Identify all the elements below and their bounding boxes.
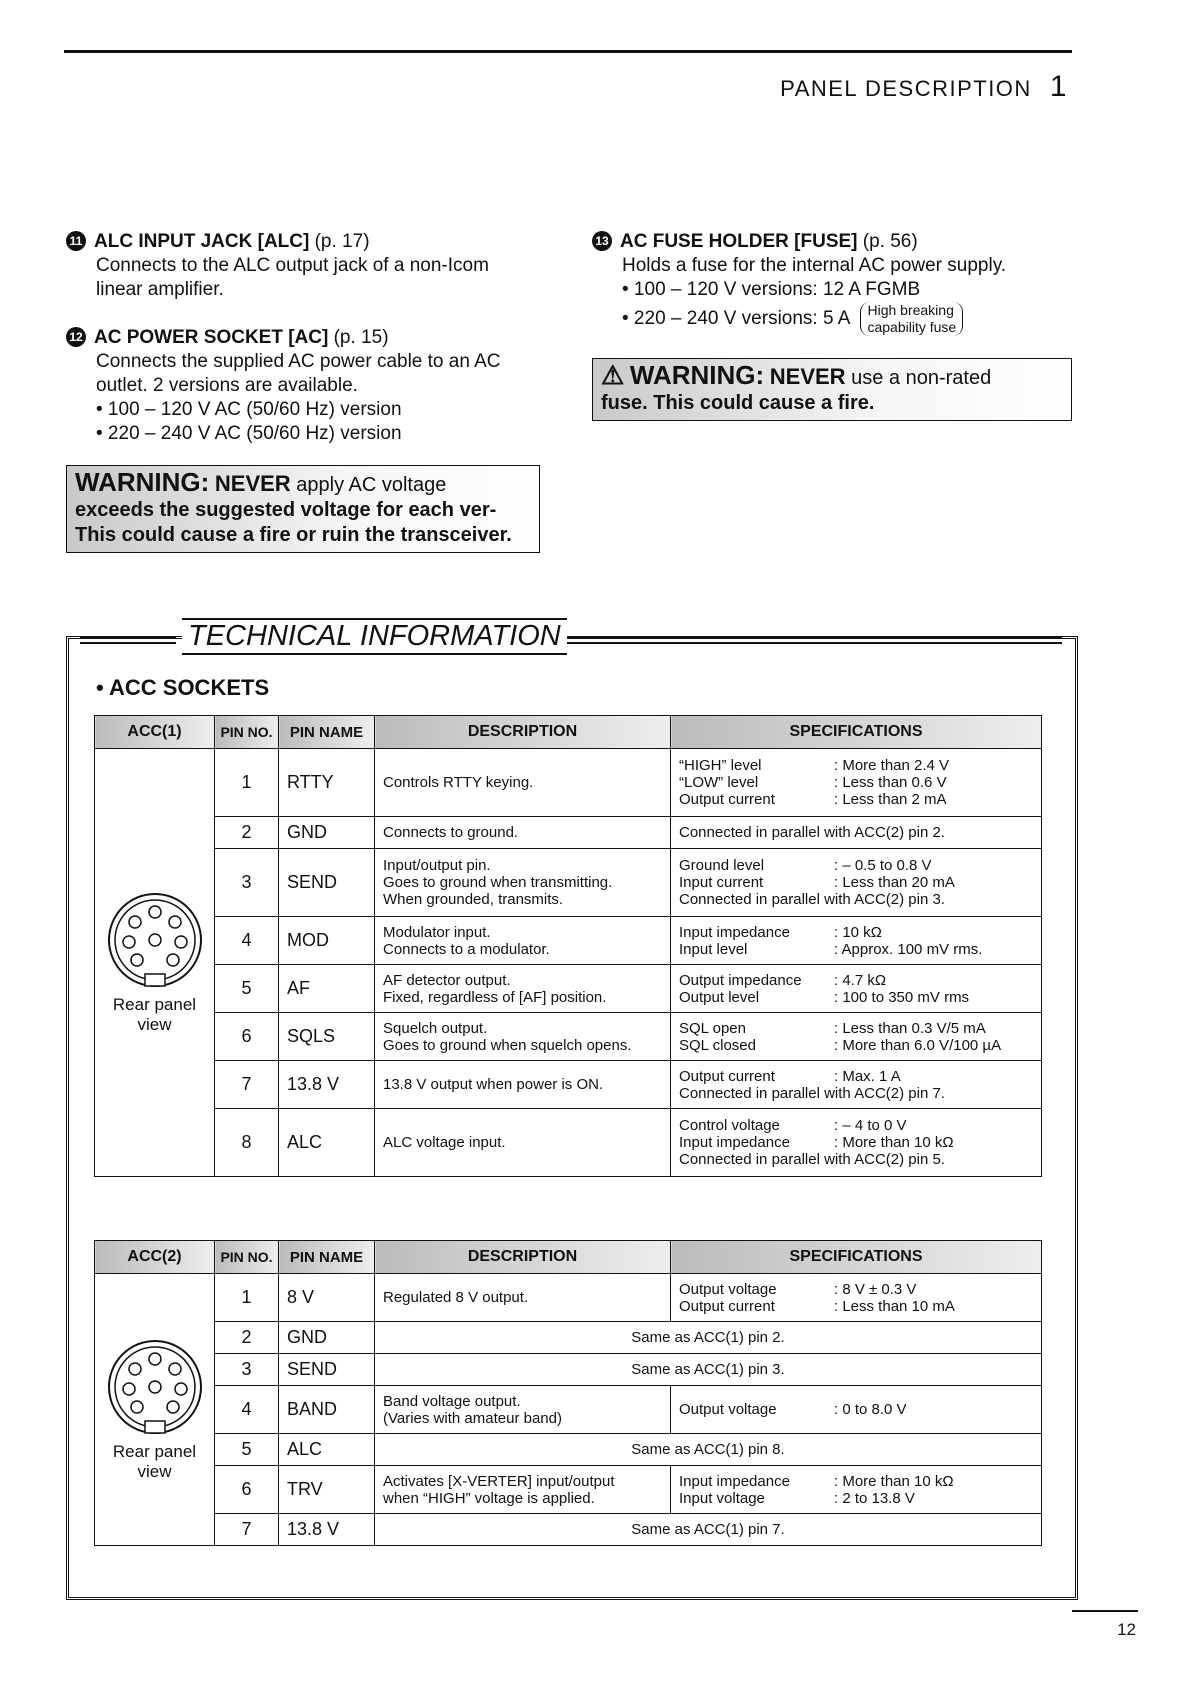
spec-line: [679, 1117, 1033, 1134]
description-line: Fixed, regardless of [AF] position.: [383, 988, 607, 1006]
same-as-note: Same as ACC(1) pin 2.: [375, 1322, 1042, 1354]
acc1-label: ACC(1): [95, 716, 215, 749]
pin-name: BAND: [279, 1386, 375, 1434]
pin-number: 7: [215, 1514, 279, 1546]
top-rule: [64, 50, 1072, 53]
pin-description: [375, 1466, 671, 1514]
spec-key: Output current: [679, 791, 775, 808]
item-number-icon: 12: [66, 327, 86, 347]
text-line: • 100 – 120 V versions: 12 A FGMB: [622, 279, 921, 300]
spec-line: [679, 774, 1033, 791]
same-as-note: Same as ACC(1) pin 3.: [375, 1354, 1042, 1386]
spec-key: Input current: [679, 874, 764, 891]
table-row: [95, 1386, 1042, 1434]
pin-name: SEND: [279, 1354, 375, 1386]
description-line: AF detector output.: [383, 971, 511, 989]
pin-name: ALC: [279, 1109, 375, 1177]
col-specifications: SPECIFICATIONS: [671, 1241, 1042, 1274]
rear-panel-view-cell: [95, 749, 215, 1177]
spec-line: [679, 924, 1033, 941]
description-line: ALC voltage input.: [383, 1134, 506, 1151]
spec-line: [679, 1473, 1033, 1490]
pin-specifications: [671, 1013, 1042, 1061]
pin-specifications: [671, 817, 1042, 849]
spec-value: : Less than 2 mA: [834, 791, 947, 808]
same-as-note: Same as ACC(1) pin 7.: [375, 1514, 1042, 1546]
note-line: High breaking: [867, 302, 954, 318]
acc1-table: [94, 715, 1042, 1177]
description-line: Goes to ground when transmitting.: [383, 874, 613, 891]
spec-line: [679, 1037, 1033, 1054]
pin-name: 13.8 V: [279, 1514, 375, 1546]
pin-number: 1: [215, 1274, 279, 1322]
spec-key: SQL closed: [679, 1036, 756, 1054]
pin-description: [375, 817, 671, 849]
page-ref: (p. 56): [862, 231, 918, 252]
table-row: [95, 1274, 1042, 1322]
spec-line: [679, 874, 1033, 891]
view-caption: view: [137, 1015, 172, 1034]
table-row: [95, 1514, 1042, 1546]
spec-value: : More than 6.0 V/100 µA: [834, 1036, 1002, 1054]
spec-line: [679, 972, 1033, 989]
description-line: Connects to a modulator.: [383, 940, 550, 958]
item-title: AC POWER SOCKET [AC]: [94, 327, 329, 348]
spec-key: Control voltage: [679, 1117, 780, 1134]
text-line: • 220 – 240 V versions: 5 A: [622, 308, 851, 329]
spec-key: Connected in parallel with ACC(2) pin 7.: [679, 1084, 945, 1102]
pin-name: TRV: [279, 1466, 375, 1514]
acc2-table: [94, 1240, 1042, 1546]
spec-line: [679, 1490, 1033, 1507]
technical-info-title: TECHNICAL INFORMATION: [182, 618, 567, 655]
pin-number: 3: [215, 1354, 279, 1386]
page-ref: (p. 17): [314, 231, 370, 252]
table-row: [95, 1434, 1042, 1466]
spec-value: : 4.7 kΩ: [834, 971, 887, 989]
spec-value: : Less than 20 mA: [834, 874, 955, 891]
text-line: outlet. 2 versions are available.: [96, 375, 358, 396]
pin-description: [375, 1013, 671, 1061]
description-line: Squelch output.: [383, 1019, 488, 1037]
spec-key: Output impedance: [679, 971, 802, 989]
spec-value: : Less than 10 mA: [834, 1297, 955, 1315]
spec-line: [679, 1085, 1033, 1102]
col-pin-name: PIN NAME: [279, 716, 375, 749]
pin-number: 7: [215, 1061, 279, 1109]
spec-key: Connected in parallel with ACC(2) pin 2.: [679, 824, 945, 841]
text-line: Connects to the ALC output jack of a non-Icom: [96, 255, 489, 276]
pin-description: [375, 849, 671, 917]
table-row: [95, 817, 1042, 849]
description-line: Activates [X-VERTER] input/output: [383, 1472, 615, 1490]
pin-number: 2: [215, 817, 279, 849]
description-line: Input/output pin.: [383, 857, 491, 874]
warning-text: use a non-rated: [851, 367, 992, 389]
warning-never: NEVER: [769, 364, 846, 389]
page-number: 12: [1117, 1620, 1136, 1639]
spec-key: Input impedance: [679, 923, 790, 941]
description-line: Connects to ground.: [383, 824, 519, 841]
spec-key: Connected in parallel with ACC(2) pin 3.: [679, 891, 945, 908]
pin-number: 6: [215, 1466, 279, 1514]
description-line: Regulated 8 V output.: [383, 1289, 529, 1306]
description-line: 13.8 V output when power is ON.: [383, 1076, 604, 1093]
pin-name: SEND: [279, 849, 375, 917]
pin-name: 8 V: [279, 1274, 375, 1322]
spec-line: [679, 1298, 1033, 1315]
pin-description: [375, 1061, 671, 1109]
pin-number: 3: [215, 849, 279, 917]
spec-line: [679, 1020, 1033, 1037]
spec-key: Output current: [679, 1297, 775, 1315]
spec-value: : Less than 0.3 V/5 mA: [834, 1019, 986, 1037]
spec-value: : More than 2.4 V: [834, 757, 950, 774]
spec-key: SQL open: [679, 1019, 746, 1037]
description-line: when “HIGH” voltage is applied.: [383, 1489, 595, 1507]
pin-description: [375, 917, 671, 965]
page-ref: (p. 15): [333, 327, 389, 348]
pin-specifications: [671, 1274, 1042, 1322]
page-header: [780, 70, 1068, 104]
spec-key: Ground level: [679, 857, 765, 874]
spec-value: : Max. 1 A: [834, 1067, 901, 1085]
spec-line: [679, 941, 1033, 958]
text-line: linear amplifier.: [96, 279, 224, 300]
spec-line: [679, 989, 1033, 1006]
pin-name: MOD: [279, 917, 375, 965]
pin-name: GND: [279, 1322, 375, 1354]
pin-name: GND: [279, 817, 375, 849]
pin-number: 1: [215, 749, 279, 817]
pin-number: 8: [215, 1109, 279, 1177]
acc2-label: ACC(2): [95, 1241, 215, 1274]
spec-value: : Approx. 100 mV rms.: [834, 940, 983, 958]
table-row: [95, 1109, 1042, 1177]
spec-value: : – 0.5 to 0.8 V: [834, 857, 932, 874]
pin-specifications: [671, 965, 1042, 1013]
col-description: DESCRIPTION: [375, 1241, 671, 1274]
item-title: ALC INPUT JACK [ALC]: [94, 231, 310, 252]
view-caption: Rear panel: [112, 995, 197, 1014]
same-as-note: Same as ACC(1) pin 8.: [375, 1434, 1042, 1466]
view-caption: Rear panel: [112, 1442, 197, 1461]
spec-line: [679, 824, 1033, 841]
section-title: PANEL DESCRIPTION: [780, 76, 1032, 101]
pin-number: 5: [215, 965, 279, 1013]
spec-value: : – 4 to 0 V: [834, 1117, 907, 1134]
chapter-number: 1: [1049, 70, 1068, 103]
pin-number: 5: [215, 1434, 279, 1466]
description-line: Modulator input.: [383, 923, 491, 941]
pin-specifications: [671, 1109, 1042, 1177]
table-row: [95, 1013, 1042, 1061]
table-row: [95, 849, 1042, 917]
spec-line: [679, 1068, 1033, 1085]
title-rule-left: [80, 636, 176, 644]
pin-description: [375, 749, 671, 817]
item-title: AC FUSE HOLDER [FUSE]: [620, 231, 858, 252]
din-connector-icon: [105, 1337, 205, 1437]
table-row: [95, 1466, 1042, 1514]
spec-key: Input voltage: [679, 1489, 765, 1507]
spec-line: [679, 1151, 1033, 1168]
fuse-note: [860, 302, 963, 336]
item-ac-fuse-holder: [592, 230, 1072, 336]
spec-value: : 2 to 13.8 V: [834, 1489, 915, 1507]
table-row: [95, 1322, 1042, 1354]
pin-description: [375, 1274, 671, 1322]
spec-value: : 100 to 350 mV rms: [834, 988, 970, 1006]
item-number-icon: 13: [592, 231, 612, 251]
pin-specifications: [671, 749, 1042, 817]
spec-key: Input impedance: [679, 1472, 790, 1490]
pin-number: 4: [215, 1386, 279, 1434]
spec-key: “HIGH” level: [679, 757, 762, 774]
text-line: Holds a fuse for the internal AC power supply.: [622, 255, 1007, 276]
item-text: [66, 350, 556, 446]
col-pin-no: PIN NO.: [215, 716, 279, 749]
col-description: DESCRIPTION: [375, 716, 671, 749]
warning-box-fuse: [592, 358, 1072, 421]
pin-specifications: [671, 1386, 1042, 1434]
item-alc-input-jack: [66, 230, 556, 302]
spec-line: [679, 891, 1033, 908]
table-row: [95, 917, 1042, 965]
title-rule-right: [566, 636, 1062, 644]
warning-label: WARNING:: [629, 360, 765, 390]
spec-key: Connected in parallel with ACC(2) pin 5.: [679, 1151, 945, 1168]
pin-number: 2: [215, 1322, 279, 1354]
spec-line: [679, 791, 1033, 808]
pin-specifications: [671, 1466, 1042, 1514]
item-ac-power-socket: [66, 326, 556, 446]
text-line: • 100 – 120 V AC (50/60 Hz) version: [96, 399, 402, 420]
pin-description: [375, 1386, 671, 1434]
spec-key: Input impedance: [679, 1134, 790, 1151]
view-caption: view: [137, 1462, 172, 1481]
pin-description: [375, 1109, 671, 1177]
spec-value: : Less than 0.6 V: [834, 774, 947, 791]
description-line: Band voltage output.: [383, 1392, 521, 1410]
din-connector-icon: [105, 890, 205, 990]
warning-label: WARNING:: [75, 467, 210, 497]
spec-line: [679, 1134, 1033, 1151]
warning-triangle-icon: ⚠: [601, 360, 625, 390]
pin-specifications: [671, 1061, 1042, 1109]
table-row: [95, 1354, 1042, 1386]
spec-value: : 8 V ± 0.3 V: [834, 1280, 917, 1298]
pin-number: 6: [215, 1013, 279, 1061]
warning-never: NEVER: [214, 471, 291, 496]
warning-text: apply AC voltage: [296, 474, 447, 496]
spec-key: “LOW” level: [679, 774, 759, 791]
spec-key: Output voltage: [679, 1401, 777, 1418]
col-pin-name: PIN NAME: [279, 1241, 375, 1274]
spec-line: [679, 757, 1033, 774]
spec-line: [679, 857, 1033, 874]
spec-line: [679, 1281, 1033, 1298]
pin-specifications: [671, 917, 1042, 965]
pin-name: 13.8 V: [279, 1061, 375, 1109]
spec-key: Output current: [679, 1067, 775, 1085]
warning-text: exceeds the suggested voltage for each ver-: [75, 499, 497, 521]
pin-name: ALC: [279, 1434, 375, 1466]
table-row: [95, 749, 1042, 817]
acc-sockets-heading: • ACC SOCKETS: [96, 675, 270, 700]
table-row: [95, 1061, 1042, 1109]
item-text: [66, 254, 556, 302]
warning-text: fuse. This could cause a fire.: [601, 392, 875, 414]
spec-value: : 10 kΩ: [834, 923, 882, 941]
warning-box-ac-voltage: [66, 465, 540, 553]
pin-name: SQLS: [279, 1013, 375, 1061]
description-line: Controls RTTY keying.: [383, 774, 534, 791]
item-number-icon: 11: [66, 231, 86, 251]
spec-key: Input level: [679, 940, 748, 958]
warning-text: This could cause a fire or ruin the transceiver.: [75, 524, 512, 546]
pin-name: RTTY: [279, 749, 375, 817]
page-number-rule: [1072, 1610, 1138, 1612]
description-line: Goes to ground when squelch opens.: [383, 1036, 632, 1054]
col-pin-no: PIN NO.: [215, 1241, 279, 1274]
col-specifications: SPECIFICATIONS: [671, 716, 1042, 749]
text-line: Connects the supplied AC power cable to an AC: [96, 351, 501, 372]
spec-value: : 0 to 8.0 V: [834, 1401, 907, 1418]
spec-value: : More than 10 kΩ: [834, 1472, 954, 1490]
pin-number: 4: [215, 917, 279, 965]
description-line: (Varies with amateur band): [383, 1409, 562, 1427]
table-row: [95, 965, 1042, 1013]
note-line: capability fuse: [867, 319, 957, 335]
spec-key: Output level: [679, 988, 760, 1006]
pin-description: [375, 965, 671, 1013]
text-line: • 220 – 240 V AC (50/60 Hz) version: [96, 423, 402, 444]
spec-line: [679, 1401, 1033, 1418]
rear-panel-view-cell: [95, 1274, 215, 1546]
item-text: [592, 254, 1072, 336]
spec-key: Output voltage: [679, 1280, 777, 1298]
description-line: When grounded, transmits.: [383, 891, 564, 908]
spec-value: : More than 10 kΩ: [834, 1134, 954, 1151]
pin-name: AF: [279, 965, 375, 1013]
pin-specifications: [671, 849, 1042, 917]
